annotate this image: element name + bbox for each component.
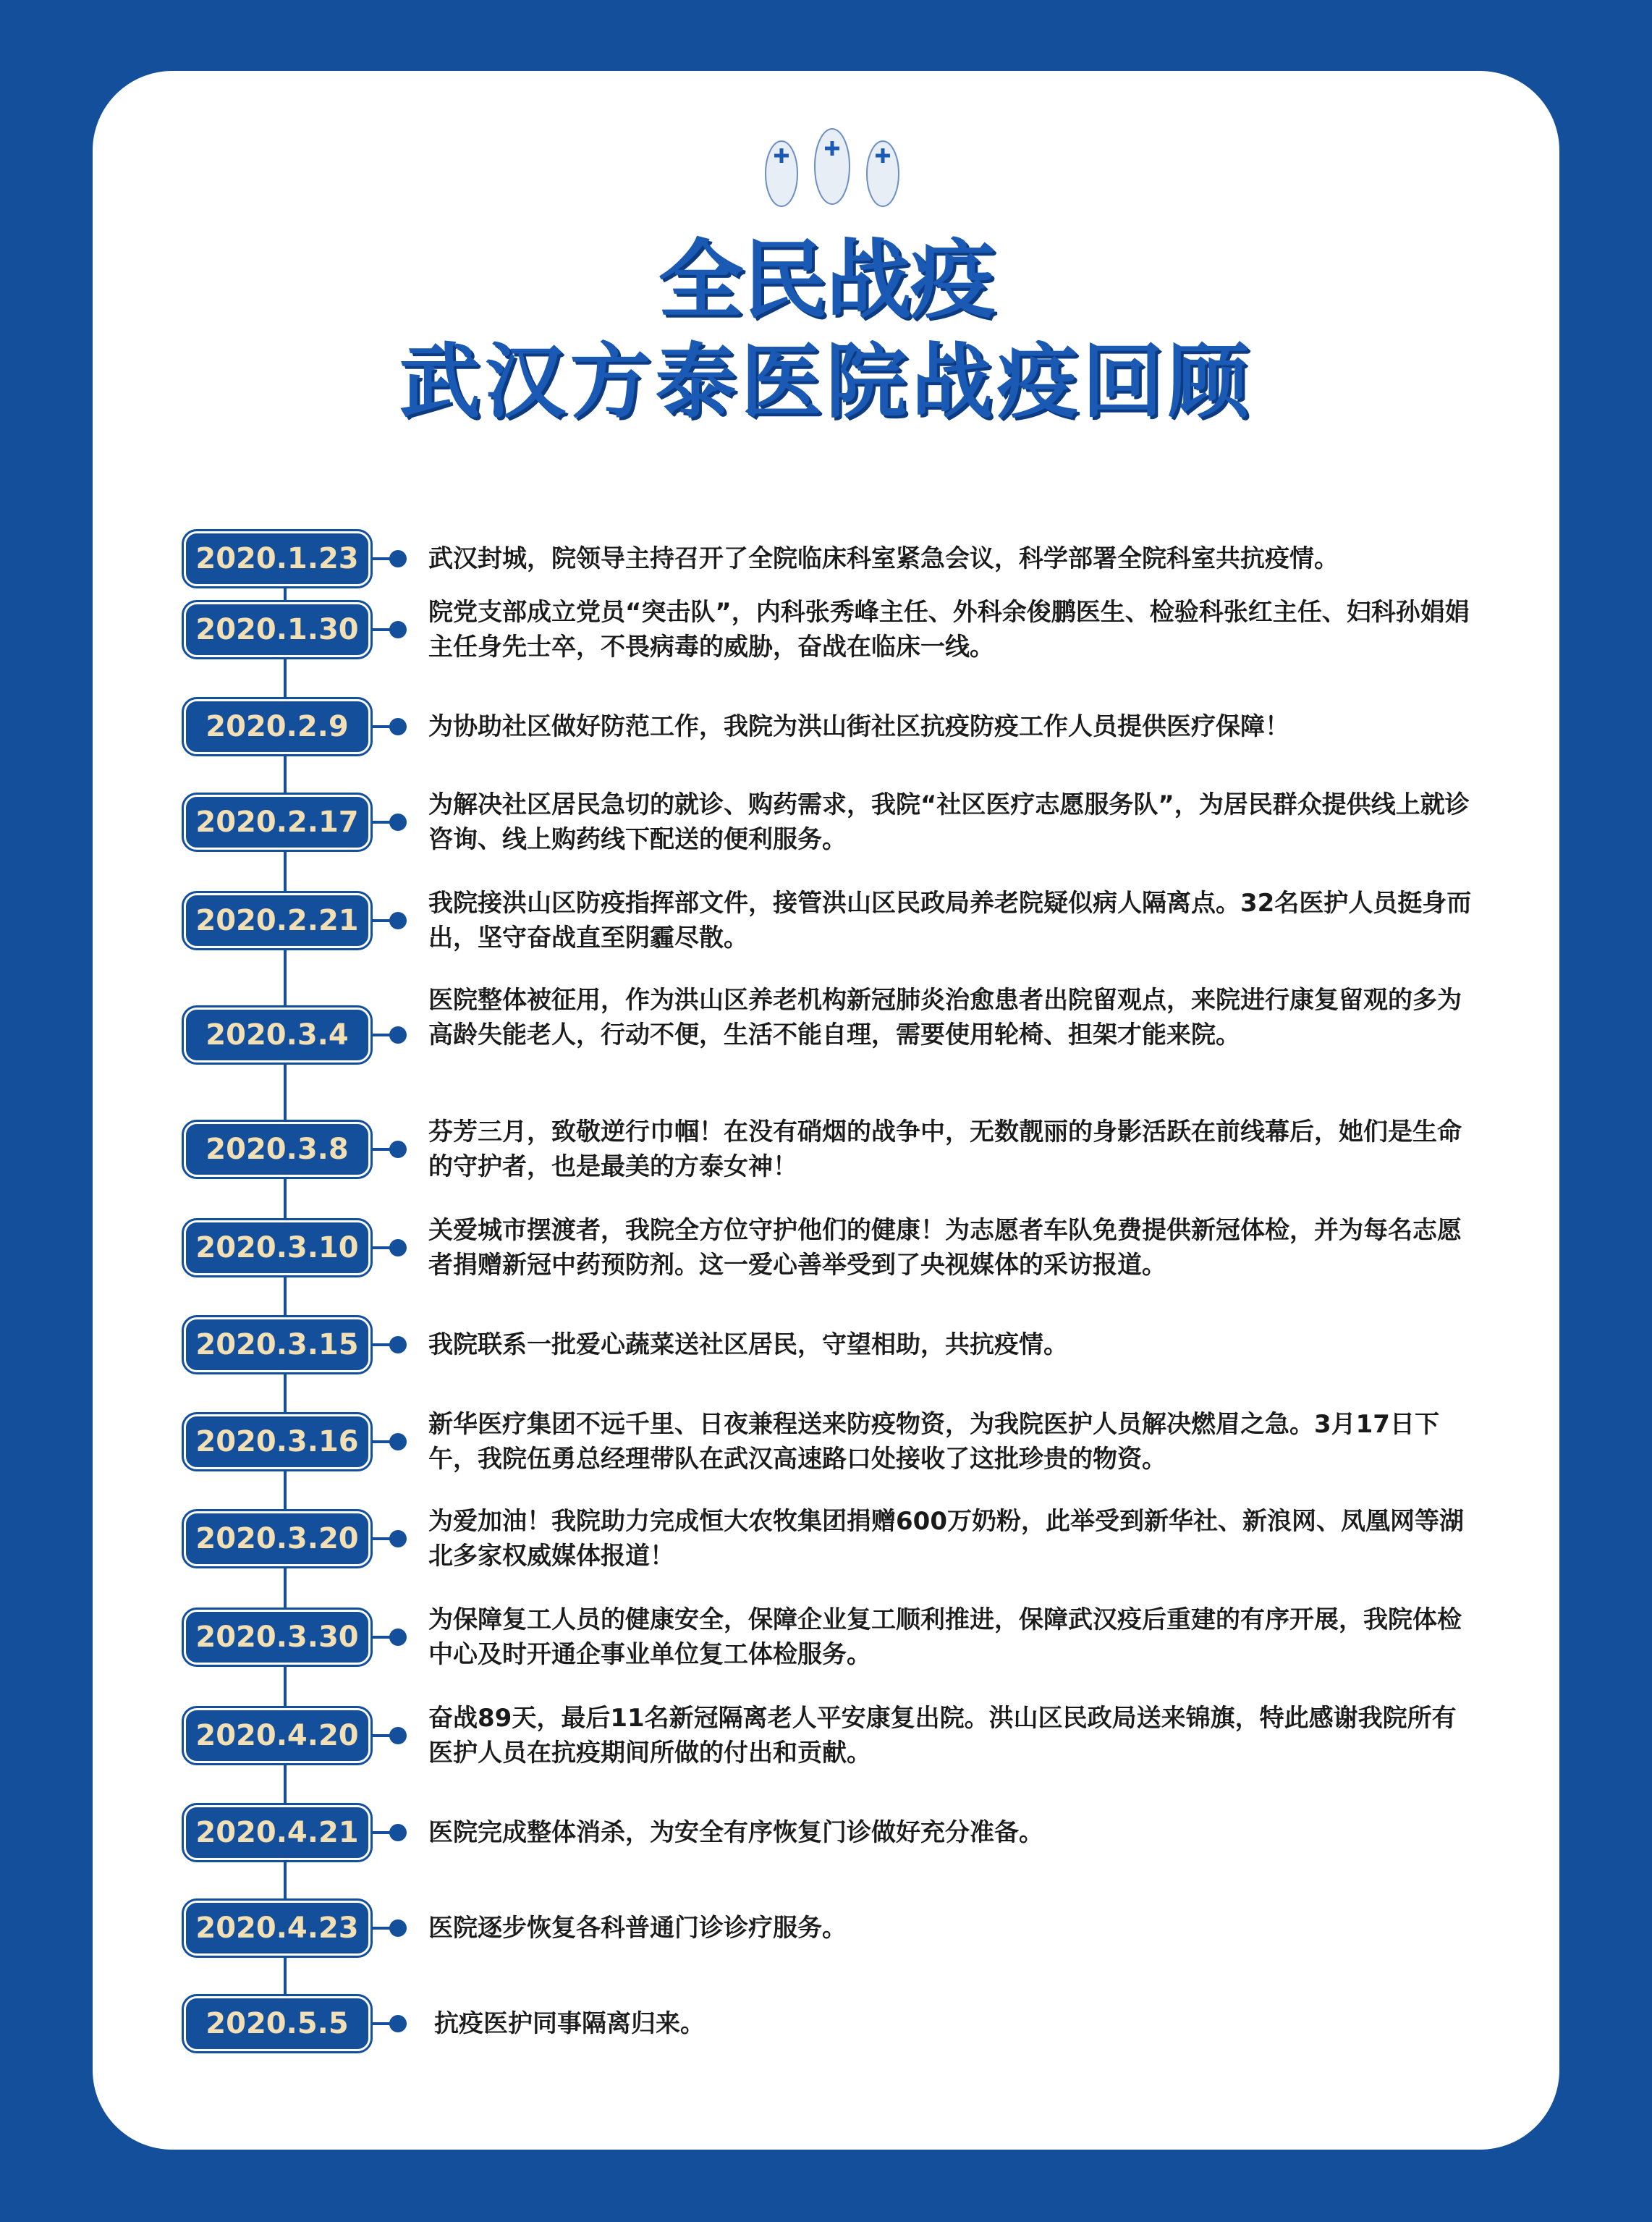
event-description: 为爱加油！我院助力完成恒大农牧集团捐赠600万奶粉，此举受到新华社、新浪网、凤凰网等湖北多家权威媒体报道！ [428,1507,1464,1571]
timeline-dot [389,2015,407,2032]
date-badge: 2020.4.23 [184,1901,370,1956]
timeline-dot [389,1629,407,1646]
event-description: 为解决社区居民急切的就诊、购药需求，我院“社区医疗志愿服务队”，为居民群众提供线上就诊咨询、线上购药线下配送的便利服务。 [428,790,1470,854]
medical-workers-illustration [753,123,912,217]
event-description: 医院完成整体消杀，为安全有序恢复门诊做好充分准备。 [428,1818,1043,1847]
page-title-primary: 全民战疫 [658,230,994,330]
date-badge: 2020.4.20 [184,1708,370,1763]
event-description: 抗疫医护同事隔离归来。 [434,2009,705,2038]
date-badge: 2020.4.21 [184,1805,370,1860]
timeline-dot [389,1919,407,1937]
event-description: 医院整体被征用，作为洪山区养老机构新冠肺炎治愈患者出院留观点，来院进行康复留观的多为高龄失能老人，行动不便，生活不能自理，需要使用轮椅、担架才能来院。 [428,986,1462,1049]
timeline-dot [389,1336,407,1353]
timeline-dot [389,621,407,638]
timeline-dot [389,1530,407,1547]
timeline-dot [389,1824,407,1841]
date-badge: 2020.2.21 [184,893,370,948]
timeline-axis [284,557,287,2019]
event-description: 芬芳三月，致敬逆行巾帼！在没有硝烟的战争中，无数靓丽的身影活跃在前线幕后，她们是生命的守护者，也是最美的方泰女神！ [428,1118,1462,1181]
timeline-dot [389,1727,407,1744]
header [0,0,1652,463]
page-title-secondary: 武汉方泰医院战疫回顾 [399,335,1253,429]
event-description: 新华医疗集团不远千里、日夜兼程送来防疫物资，为我院医护人员解决燃眉之急。3月17日下午，我院伍勇总经理带队在武汉高速路口处接收了这批珍贵的物资。 [428,1410,1439,1474]
timeline-dot [389,718,407,735]
date-badge: 2020.2.9 [184,699,370,754]
date-badge: 2020.3.8 [184,1122,370,1177]
event-description: 为保障复工人员的健康安全，保障企业复工顺利推进，保障武汉疫后重建的有序开展，我院体检中心及时开通企事业单位复工体检服务。 [428,1605,1462,1669]
event-description: 我院联系一批爱心蔬菜送社区居民，守望相助，共抗疫情。 [428,1330,1068,1359]
timeline-dot [389,1433,407,1450]
timeline-dot [389,814,407,831]
date-badge: 2020.3.30 [184,1610,370,1665]
date-badge: 2020.2.17 [184,795,370,850]
timeline-dot [389,1239,407,1256]
date-badge: 2020.3.15 [184,1317,370,1372]
date-badge: 2020.5.5 [184,1996,370,2051]
timeline-dot [389,1026,407,1044]
timeline-dot [389,550,407,567]
date-badge: 2020.3.4 [184,1007,370,1063]
date-badge: 2020.1.30 [184,602,370,657]
date-badge: 2020.3.16 [184,1414,370,1469]
event-description: 关爱城市摆渡者，我院全方位守护他们的健康！为志愿者车队免费提供新冠体检，并为每名志愿者捐赠新冠中药预防剂。这一爱心善举受到了央视媒体的采访报道。 [428,1216,1462,1280]
event-description: 院党支部成立党员“突击队”，内科张秀峰主任、外科余俊鹏医生、检验科张红主任、妇科孙娟娟主任身先士卒，不畏病毒的威胁，奋战在临床一线。 [428,598,1470,662]
event-description: 医院逐步恢复各科普通门诊诊疗服务。 [428,1914,847,1943]
event-description: 我院接洪山区防疫指挥部文件，接管洪山区民政局养老院疑似病人隔离点。32名医护人员挺身而出，坚守奋战直至阴霾尽散。 [428,889,1472,952]
date-badge: 2020.3.20 [184,1511,370,1566]
timeline-dot [389,912,407,929]
date-badge: 2020.3.10 [184,1220,370,1275]
date-badge: 2020.1.23 [184,531,370,586]
event-description: 为协助社区做好防范工作，我院为洪山街社区抗疫防疫工作人员提供医疗保障！ [428,712,1289,741]
event-description: 奋战89天，最后11名新冠隔离老人平安康复出院。洪山区民政局送来锦旗，特此感谢我院所有医护人员在抗疫期间所做的付出和贡献。 [428,1704,1457,1767]
timeline-dot [389,1141,407,1158]
event-description: 武汉封城，院领导主持召开了全院临床科室紧急会议，科学部署全院科室共抗疫情。 [428,544,1339,573]
